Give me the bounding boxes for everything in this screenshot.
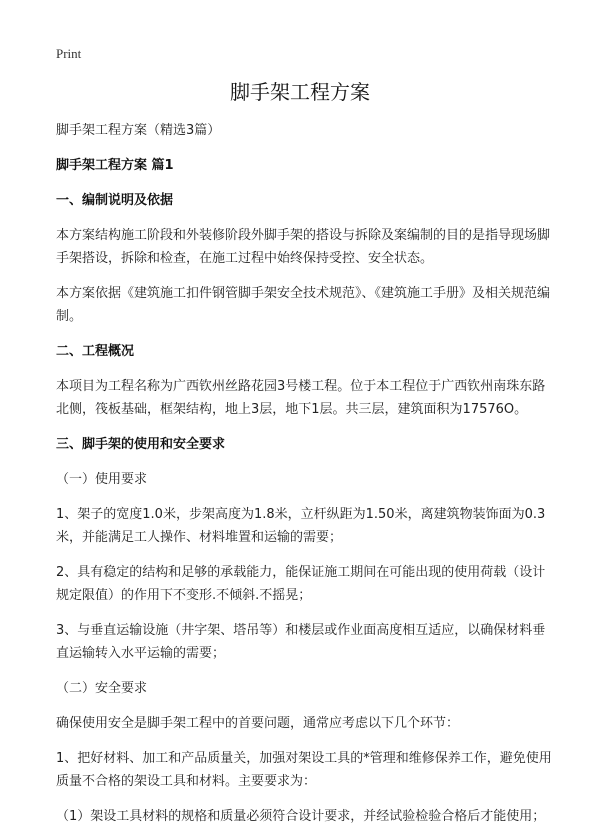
paragraph-overview: 本项目为工程名称为广西钦州丝路花园3号楼工程。位于本工程位于广西钦州南珠东路北侧，筏板基础，框架结构，地上3层，地下1层。共三层，建筑面积为17576O。 [56,379,546,417]
paragraph-basis: 本方案依据《建筑施工扣件钢管脚手架安全技术规范》、《建筑施工手册》及相关规范编制。 [56,286,551,324]
paragraph-usage-1: 1、架子的宽度1.0米，步架高度为1.8米，立杆纵距为1.50米，离建筑物装饰面为0.3米，并能满足工人操作、材料堆置和运输的需要； [56,507,546,545]
section-title: 脚手架工程方案 篇1 [56,158,174,173]
heading-requirements: 三、脚手架的使用和安全要求 [56,437,226,452]
heading-basis: 一、编制说明及依据 [56,193,174,208]
subheading-safety: （二）安全要求 [56,681,148,696]
document-body [56,119,556,840]
paragraph-safety-intro: 确保使用安全是脚手架工程中的首要问题，通常应考虑以下几个环节： [56,716,460,731]
subheading-usage: （一）使用要求 [56,472,148,487]
page-title: 脚手架工程方案 [230,80,370,104]
paragraph-usage-2: 2、具有稳定的结构和足够的承载能力，能保证施工期间在可能出现的使用荷载（设计规定限值）的作用下不变形.不倾斜.不摇晃； [56,565,546,603]
paragraph-safety-1: 1、把好材料、加工和产品质量关，加强对架设工具的*管理和维修保养工作，避免使用质量不合格的架设工具和材料。主要要求为： [56,751,552,789]
paragraph-usage-3: 3、与垂直运输设施（井字架、塔吊等）和楼层或作业面高度相互适应，以确保材料垂直运输转入水平运输的需要； [56,623,546,661]
paragraph-safety-1-1: （1）架设工具材料的规格和质量必须符合设计要求，并经试验检验合格后才能使用； [56,809,546,824]
heading-overview: 二、工程概况 [56,344,135,359]
document-subtitle: 脚手架工程方案（精选3篇） [56,123,221,138]
print-label: Print [56,46,82,61]
paragraph-purpose: 本方案结构施工阶段和外装修阶段外脚手架的搭设与拆除及案编制的目的是指导现场脚手架搭设，拆除和检查，在施工过程中始终保持受控、安全状态。 [56,228,551,266]
